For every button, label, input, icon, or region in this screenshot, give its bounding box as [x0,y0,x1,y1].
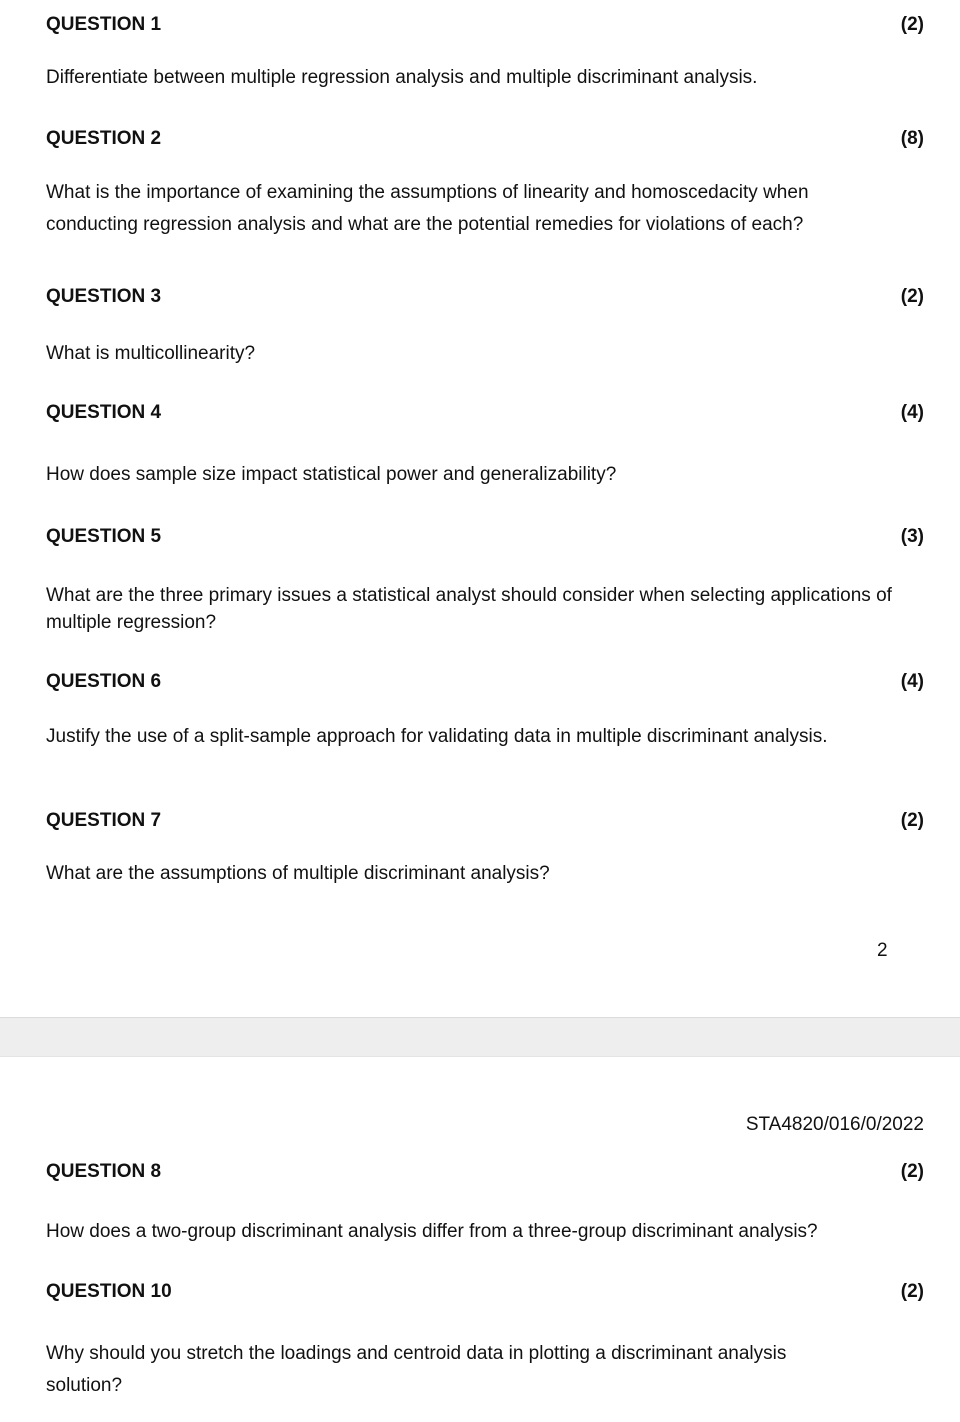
question-4-marks: (4) [900,402,924,423]
question-4-text: How does sample size impact statistical power and generalizability? [46,464,617,485]
question-2-heading: QUESTION 2 [46,128,162,149]
question-5-heading: QUESTION 5 [46,526,162,547]
question-2-text: What is the importance of examining the assumptions of linearity and homoscedacity when conducting regression analysis and what are the potential remedies for violations of each? [46,182,809,235]
question-10-marks: (2) [900,1281,924,1302]
question-6-text: Justify the use of a split-sample approach for validating data in multiple discriminant analysis. [46,726,828,747]
question-1-marks: (2) [900,14,924,35]
question-7-text: What are the assumptions of multiple discriminant analysis? [46,863,550,884]
question-8-heading: QUESTION 8 [46,1161,162,1182]
question-8-text: How does a two-group discriminant analysis differ from a three-group discriminant analysis? [46,1221,818,1242]
question-8-marks: (2) [900,1161,924,1182]
question-6-marks: (4) [900,671,924,692]
question-3-marks: (2) [900,286,924,307]
question-3-text: What is multicollinearity? [46,343,256,364]
question-1-heading: QUESTION 1 [46,14,162,35]
page-number: 2 [877,940,888,961]
page-separator [0,1017,960,1057]
question-4-heading: QUESTION 4 [46,402,162,423]
question-2-marks: (8) [900,128,924,149]
question-1-text: Differentiate between multiple regression analysis and multiple discriminant analysis. [46,67,758,88]
question-7-heading: QUESTION 7 [46,810,162,831]
question-10-heading: QUESTION 10 [46,1281,172,1302]
question-6-heading: QUESTION 6 [46,671,162,692]
document-code: STA4820/016/0/2022 [745,1114,924,1135]
question-3-heading: QUESTION 3 [46,286,162,307]
question-7-marks: (2) [900,810,924,831]
question-5-marks: (3) [900,526,924,547]
question-10-text: Why should you stretch the loadings and centroid data in plotting a discriminant analysis solution? [46,1343,787,1396]
question-5-text: What are the three primary issues a statistical analyst should consider when selecting applications of multiple regression? [46,585,892,633]
